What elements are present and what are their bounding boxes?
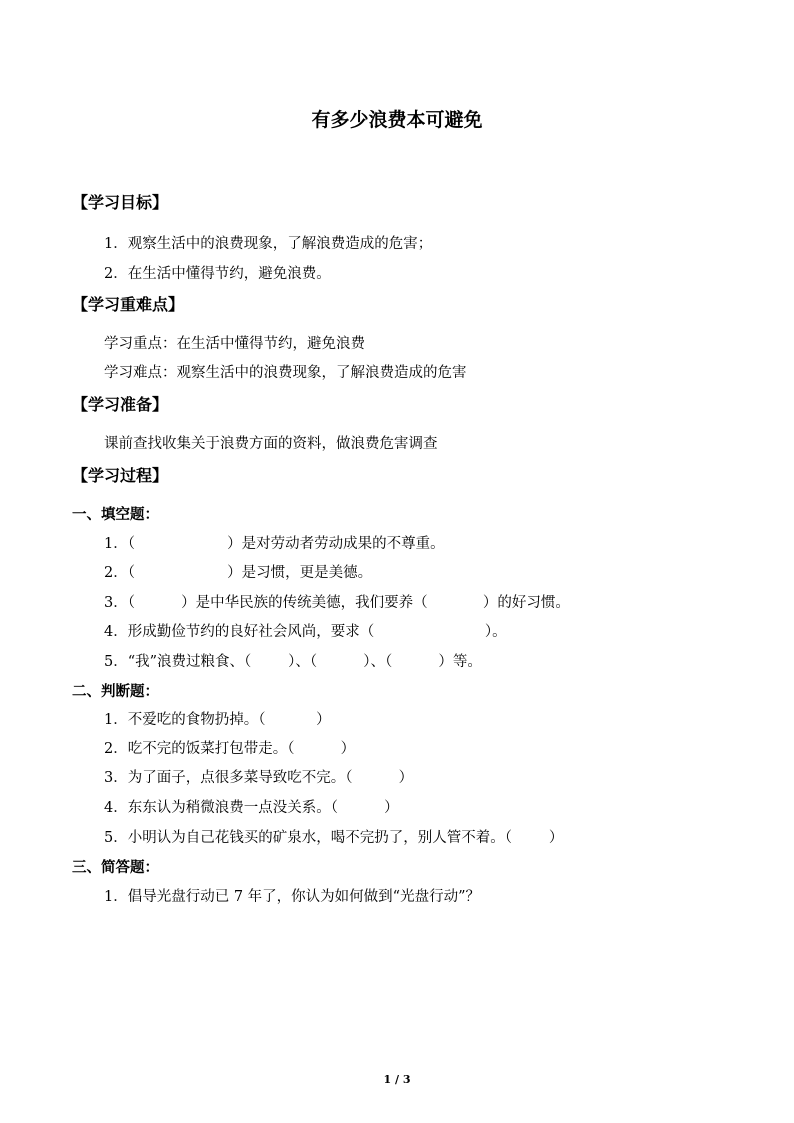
page-number: 1 / 3 [383, 1073, 411, 1086]
keypoint-focus: 学习重点：在生活中懂得节约，避免浪费 [104, 336, 365, 352]
fill-blank-item-5: 5．“我”浪费过粮食、（ ）、（ ）、（ ）等。 [104, 654, 482, 670]
judgment-item-1: 1．不爱吃的食物扔掉。（ ） [104, 712, 331, 728]
section-heading-keypoints: 【学习重难点】 [72, 295, 185, 314]
fill-blank-item-3: 3．（ ）是中华民族的传统美德，我们要养（ ）的好习惯。 [104, 595, 570, 611]
section-heading-goals: 【学习目标】 [72, 193, 169, 212]
prep-item: 课前查找收集关于浪费方面的资料，做浪费危害调查 [104, 436, 438, 452]
judgment-heading: 二、判断题： [72, 683, 159, 700]
section-heading-process: 【学习过程】 [72, 466, 169, 485]
fill-blank-heading: 一、填空题： [72, 506, 159, 523]
fill-blank-item-4: 4．形成勤俭节约的良好社会风尚，要求（ ）。 [104, 624, 507, 640]
short-answer-item-1: 1．倡导光盘行动已 7 年了，你认为如何做到“光盘行动”？ [104, 889, 480, 905]
goal-item-1: 1．观察生活中的浪费现象，了解浪费造成的危害； [104, 236, 433, 252]
fill-blank-item-1: 1．（ ）是对劳动者劳动成果的不尊重。 [104, 536, 445, 552]
fill-blank-item-2: 2．（ ）是习惯，更是美德。 [104, 565, 373, 581]
judgment-item-4: 4．东东认为稍微浪费一点没关系。（ ） [104, 800, 399, 816]
judgment-item-3: 3．为了面子，点很多菜导致吃不完。（ ） [104, 770, 414, 786]
judgment-item-2: 2．吃不完的饭菜打包带走。（ ） [104, 741, 356, 757]
section-heading-prep: 【学习准备】 [72, 395, 169, 414]
goal-item-2: 2．在生活中懂得节约，避免浪费。 [104, 266, 331, 282]
keypoint-difficulty: 学习难点：观察生活中的浪费现象，了解浪费造成的危害 [104, 365, 467, 381]
page-title: 有多少浪费本可避免 [311, 109, 483, 131]
judgment-item-5: 5．小明认为自己花钱买的矿泉水，喝不完扔了，别人管不着。（ ） [104, 830, 564, 846]
short-answer-heading: 三、简答题： [72, 859, 159, 876]
